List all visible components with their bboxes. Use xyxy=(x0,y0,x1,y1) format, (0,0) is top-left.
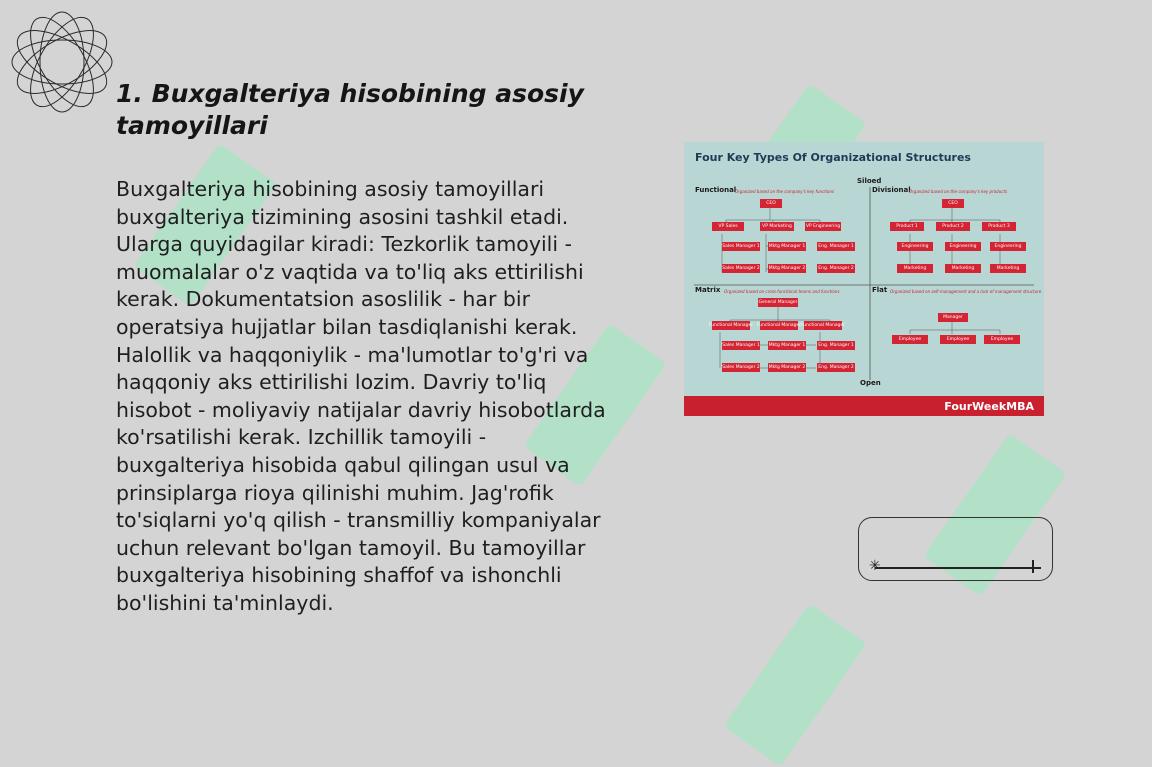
body-paragraph: Buxgalteriya hisobining asosiy tamoyillari buxgalteriya tizimining asosini tashkil etadi. Ularga quyidagilar kiradi: Tezkorlik tamoyili - muomalalar o'z vaqtida va to'liq aks ettirilishi kerak. Dokumentatsion asoslilik - har bir operatsiya hujjatlar bilan tasdiqlanishi kerak. Halollik va haqqoniylik - ma'lumotlar to'g'ri va haqqoniy aks ettirilishi lozim. Davriy to'liq hisobot - moliyaviy natijalar davriy hisobotlarda ko'rsatilishi kerak. Izchillik tamoyili - buxgalteriya hisobida qabul qilingan usul va prinsiplarga rioya qilinishi muhim. Jag'rofik to'siqlarni yo'q qilish - transmilliy kompaniyalar uchun relevant bo'lgan tamoyil. Bu tamoyillar buxgalteriya hisobining shaffof va ishonchli bo'lishini ta'minlaydi. xyxy=(116,177,606,615)
flat-box: Manager xyxy=(938,313,968,322)
flat-box: Employee xyxy=(984,335,1020,344)
axis-label-siloed: Siloed xyxy=(857,177,882,185)
matrix-label: Matrix xyxy=(695,286,721,294)
sparkle-icon[interactable]: ✳ xyxy=(869,558,881,574)
divisional-box: Engineering xyxy=(990,242,1026,251)
divisional-box: Marketing xyxy=(990,264,1026,273)
matrix-box: Sales Manager 2 xyxy=(722,365,760,370)
divisional-box: Engineering xyxy=(897,242,933,251)
functional-box: Mktg Manager 2 xyxy=(768,266,806,271)
flat-box: Employee xyxy=(892,335,928,344)
quadrant-lines xyxy=(684,142,1044,416)
divisional-box: CEO xyxy=(942,199,964,208)
divisional-box: Product 3 xyxy=(982,222,1016,231)
functional-box: VP Sales xyxy=(712,222,744,231)
figure-footer xyxy=(684,396,1044,416)
slide-title: 1. Buxgalteriya hisobining asosiy tamoyillari xyxy=(116,79,584,140)
progress-end-marker xyxy=(1032,560,1034,573)
functional-box: Mktg Manager 1 xyxy=(768,244,806,249)
matrix-box: Functional Manager xyxy=(756,323,802,328)
matrix-box: Eng. Manager 1 xyxy=(818,343,854,348)
divisional-box: Marketing xyxy=(945,264,981,273)
divisional-caption: Organized based on the company's key products xyxy=(909,189,1008,194)
flat-caption: Organized based on self-management and a lack of management structure xyxy=(890,289,1042,294)
matrix-box: Mktg Manager 1 xyxy=(768,343,806,348)
flat-label: Flat xyxy=(872,286,888,294)
divisional-box: Product 2 xyxy=(936,222,970,231)
matrix-box: General Manager xyxy=(758,300,798,305)
divisional-label: Divisional xyxy=(872,186,911,194)
functional-box: VP Marketing xyxy=(760,222,794,231)
matrix-box: Functional Manager xyxy=(708,323,754,328)
functional-box: Eng. Manager 1 xyxy=(818,244,854,249)
progress-track[interactable] xyxy=(875,567,1041,569)
divisional-box: Product 1 xyxy=(890,222,924,231)
matrix-box: Functional Manager xyxy=(800,323,846,328)
media-progress-control[interactable] xyxy=(858,517,1053,581)
watermark-mark xyxy=(723,603,866,766)
spirograph-orb-icon xyxy=(6,6,118,118)
matrix-box: Mktg Manager 2 xyxy=(768,365,806,370)
functional-box: Sales Manager 1 xyxy=(722,244,760,249)
matrix-box: Eng. Manager 2 xyxy=(818,365,854,370)
matrix-caption: Organized based on cross-functional teams and functions xyxy=(724,289,840,294)
divisional-box: Engineering xyxy=(945,242,981,251)
figure-brand: FourWeekMBA xyxy=(944,400,1034,413)
org-structures-figure xyxy=(684,142,1044,416)
divisional-box: Marketing xyxy=(897,264,933,273)
flat-box: Employee xyxy=(940,335,976,344)
matrix-box: Sales Manager 1 xyxy=(722,343,760,348)
functional-label: Functional xyxy=(695,186,737,194)
functional-box: VP Engineering xyxy=(805,224,841,229)
functional-box: Eng. Manager 2 xyxy=(818,266,854,271)
figure-title: Four Key Types Of Organizational Structures xyxy=(695,151,971,164)
functional-caption: Organized based on the company's key functions xyxy=(735,189,834,194)
functional-box: CEO xyxy=(760,199,782,208)
functional-box: Sales Manager 2 xyxy=(722,266,760,271)
axis-label-open: Open xyxy=(860,379,881,387)
